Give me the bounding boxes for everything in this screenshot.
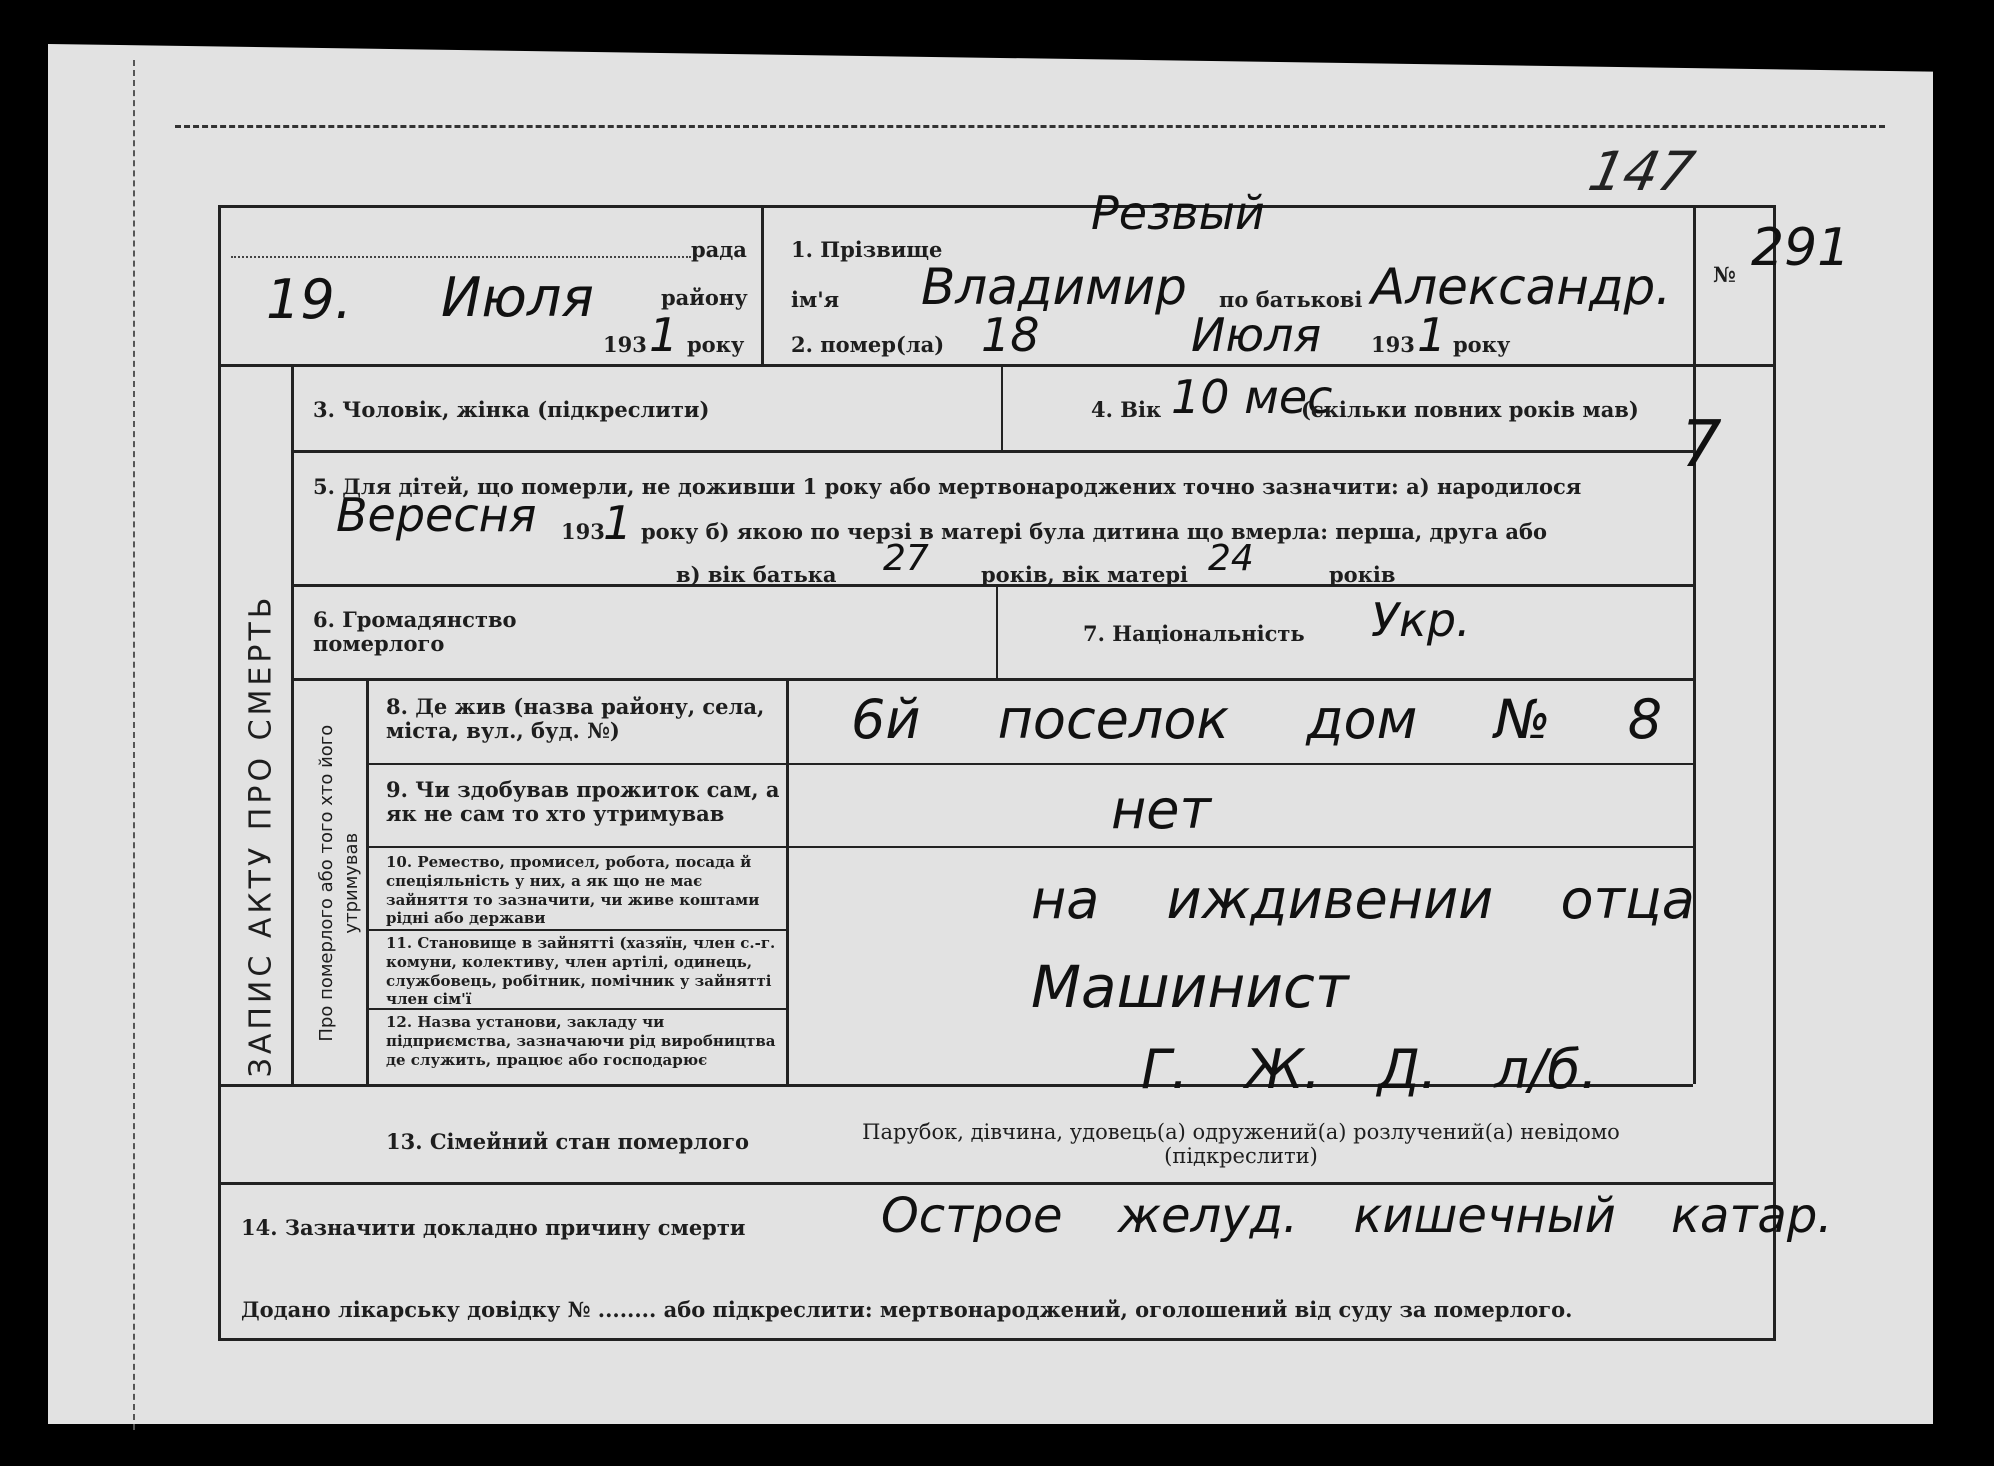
f5-year-prefix: 193 [561, 519, 605, 544]
hw-name: Владимир [921, 258, 1187, 316]
hw-died-year: 1 [1417, 308, 1447, 362]
f13-label: 13. Сімейний стан померлого [386, 1129, 749, 1154]
hw-record-no: 291 [1751, 218, 1851, 278]
hw-mother-age: 24 [1208, 538, 1254, 579]
perforation-left [133, 60, 135, 1430]
record-no-label: № [1713, 262, 1736, 287]
footer-text: Додано лікарську довідку № ........ або підкреслити: мертвонароджений, оголошений від суду за померлого. [241, 1297, 1573, 1322]
f7-label: 7. Національність [1083, 621, 1305, 646]
f10-label: 10. Ремество, промисел, робота, посада й спеціяльність у них, а як що не має зайняття то зазначити, чи живе коштами рідні або держави [386, 853, 760, 928]
hw-f10-occupation: на иждивении отца [1031, 868, 1695, 931]
f5-line2: року б) якою по черзі в матері була дитина що вмерла: перша, друга або [641, 519, 1548, 544]
hw-f4-age: 10 мес [1171, 370, 1333, 424]
hw-nationality: Укр. [1371, 593, 1471, 647]
year-prefix: 193 [603, 332, 647, 357]
hw-date-day: 19. [266, 268, 352, 331]
patronymic-label: по батькові [1219, 287, 1363, 312]
f5-father-label: в) вік батька [676, 562, 837, 587]
hw-f8-address: 6й поселок дом № 8 [851, 688, 1663, 751]
f5-mother-label: років, вік матері [981, 562, 1188, 587]
died-label: 2. помер(ла) [791, 332, 945, 357]
hw-born-day: 7 [1681, 408, 1722, 482]
hw-f11-position: Машинист [1031, 953, 1349, 1021]
f3-label: 3. Чоловік, жінка (підкреслити) [313, 397, 710, 422]
f4-suffix: (скільки повних років мав) [1301, 397, 1639, 422]
raion-label: району [661, 285, 748, 310]
f11-label: 11. Становище в зайнятті (хазяїн, член с.-г. комуни, колективу, член артілі, одинець, службовець, робітник, помічник у зайнятті член сім'ї [386, 934, 776, 1009]
hw-date-month: Июля [441, 266, 594, 329]
f13-options: Парубок, дівчина, удовець(а) одружений(а) розлучений(а) невідомо (підкреслити) [862, 1120, 1620, 1169]
surname-label: 1. Прізвище [791, 237, 943, 262]
hw-father-age: 27 [883, 538, 929, 579]
hw-surname: Резвый [1091, 186, 1265, 240]
hw-died-month: Июля [1191, 308, 1322, 362]
rada-label: рада [691, 237, 747, 262]
page-number: 147 [1583, 140, 1700, 203]
f12-label: 12. Назва установи, закладу чи підприємства, зазначаючи рід виробництва де служить, працює або господарює [386, 1013, 776, 1069]
hw-patronymic: Александр. [1371, 258, 1672, 316]
f9-label: 9. Чи здобував прожиток сам, а як не сам то хто утримував [386, 777, 780, 827]
hw-born-year: 1 [603, 496, 633, 550]
f8-label: 8. Де жив (назва району, села, міста, вул., буд. №) [386, 694, 765, 744]
f5-line1: 5. Для дітей, що померли, не доживши 1 року або мертвонароджених точно зазначити: а) народилося [313, 474, 1582, 499]
hw-f12-institution: Г. Ж. Д. л/б. [1141, 1038, 1598, 1101]
hw-died-day: 18 [981, 308, 1040, 362]
f6-label: 6. Громадянство померлого [313, 607, 517, 657]
f4-label: 4. Вік [1091, 397, 1162, 422]
name-label: ім'я [791, 287, 840, 312]
death-record-form [218, 186, 1851, 1341]
died-roku-label: року [1453, 332, 1511, 357]
hw-f14-cause: Острое желуд. кишечный катар. [881, 1188, 1833, 1244]
roku-label: року [687, 332, 745, 357]
hw-date-year: 1 [649, 308, 679, 362]
hw-f9-support: нет [1111, 778, 1211, 841]
f14-label: 14. Зазначити докладно причину смерти [241, 1215, 746, 1240]
hw-born-month: Вересня [336, 488, 537, 542]
side-title: ЗАПИС АКТУ ПРО СМЕРТЬ [243, 593, 279, 1078]
f5-years-label: років [1329, 562, 1396, 587]
side-subtitle: Про померлого або того хто його утримував [315, 724, 362, 1042]
died-year-prefix: 193 [1371, 332, 1415, 357]
perforation-top [175, 125, 1885, 128]
